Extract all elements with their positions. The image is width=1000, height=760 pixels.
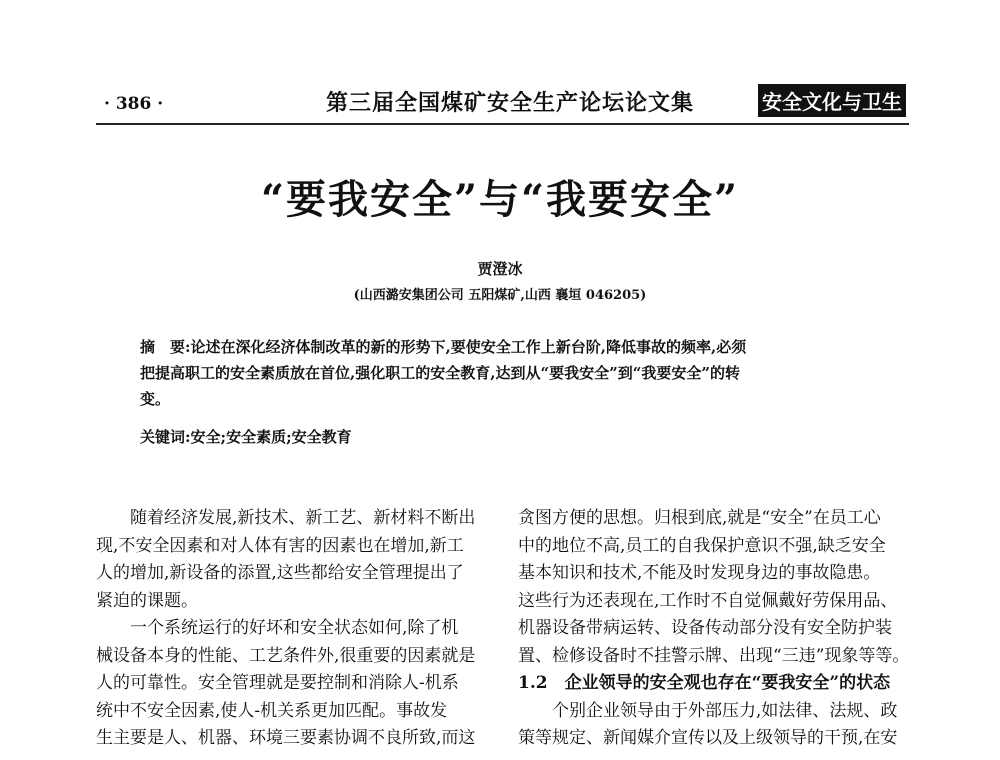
body-line: 械设备本身的性能、工艺条件外,很重要的因素就是 (96, 645, 476, 666)
body-line: 中的地位不高,员工的自我保护意识不强,缺乏安全 (518, 535, 886, 556)
section-tag: 安全文化与卫生 (758, 84, 906, 117)
body-line: 机器设备带病运转、设备传动部分没有安全防护装 (518, 618, 892, 638)
body-line: 个别企业领导由于外部压力,如法律、法规、政 (518, 700, 898, 721)
keywords-label: 关键词: (140, 428, 191, 446)
author-name: 贾澄冰 (477, 260, 523, 278)
body-line: 现,不安全因素和对人体有害的因素也在增加,新工 (96, 535, 464, 556)
journal-title: 第三届全国煤矿安全生产论坛论文集 (326, 90, 695, 116)
keywords (140, 424, 870, 450)
body-column-left (96, 505, 496, 753)
body-line: 统中不安全因素,使人-机关系更加匹配。事故发 (96, 700, 448, 721)
body-line: 人的可靠性。安全管理就是要控制和消除人-机系 (96, 673, 459, 693)
body-line: 人的增加,新设备的添置,这些都给安全管理提出了 (96, 563, 464, 583)
keywords-list: 安全;安全素质;安全教育 (190, 428, 352, 446)
body-line: 这些行为还表现在,工作时不自觉佩戴好劳保用品、 (518, 590, 898, 611)
body-line: 生主要是人、机器、环境三要素协调不良所致,而这 (96, 728, 476, 748)
body-line: 一个系统运行的好坏和安全状态如何,除了机 (96, 618, 459, 638)
body-line: 基本知识和技术,不能及时发现身边的事故隐患。 (518, 563, 881, 583)
abstract-line: 把提高职工的安全素质放在首位,强化职工的安全教育,达到从“要我安全”到“我要安全”的转 (140, 364, 740, 382)
body-line: 置、检修设备时不挂警示牌、出现“三违”现象等等。 (518, 645, 910, 666)
header-rule (96, 123, 909, 125)
abstract-line: 变。 (140, 390, 171, 408)
running-header (96, 80, 906, 124)
abstract-label: 摘 要: (140, 338, 191, 356)
body-line: 贪图方便的思想。归根到底,就是“安全”在员工心 (518, 508, 881, 528)
body-line: 紧迫的课题。 (96, 590, 198, 611)
article-title: “要我安全”与“我要安全” (260, 176, 740, 223)
section-subheading: 1.2 企业领导的安全观也存在“要我安全”的状态 (518, 673, 891, 693)
abstract (140, 334, 870, 412)
page-number: · 386 · (104, 94, 164, 114)
author-affiliation: (山西潞安集团公司 五阳煤矿,山西 襄垣 046205) (353, 288, 647, 303)
body-column-right (518, 505, 918, 753)
abstract-line: 论述在深化经济体制改革的新的形势下,要使安全工作上新台阶,降低事故的频率,必须 (190, 338, 747, 356)
body-line: 随着经济发展,新技术、新工艺、新材料不断出 (96, 508, 476, 528)
body-line: 策等规定、新闻媒介宣传以及上级领导的干预,在安 (518, 728, 898, 748)
